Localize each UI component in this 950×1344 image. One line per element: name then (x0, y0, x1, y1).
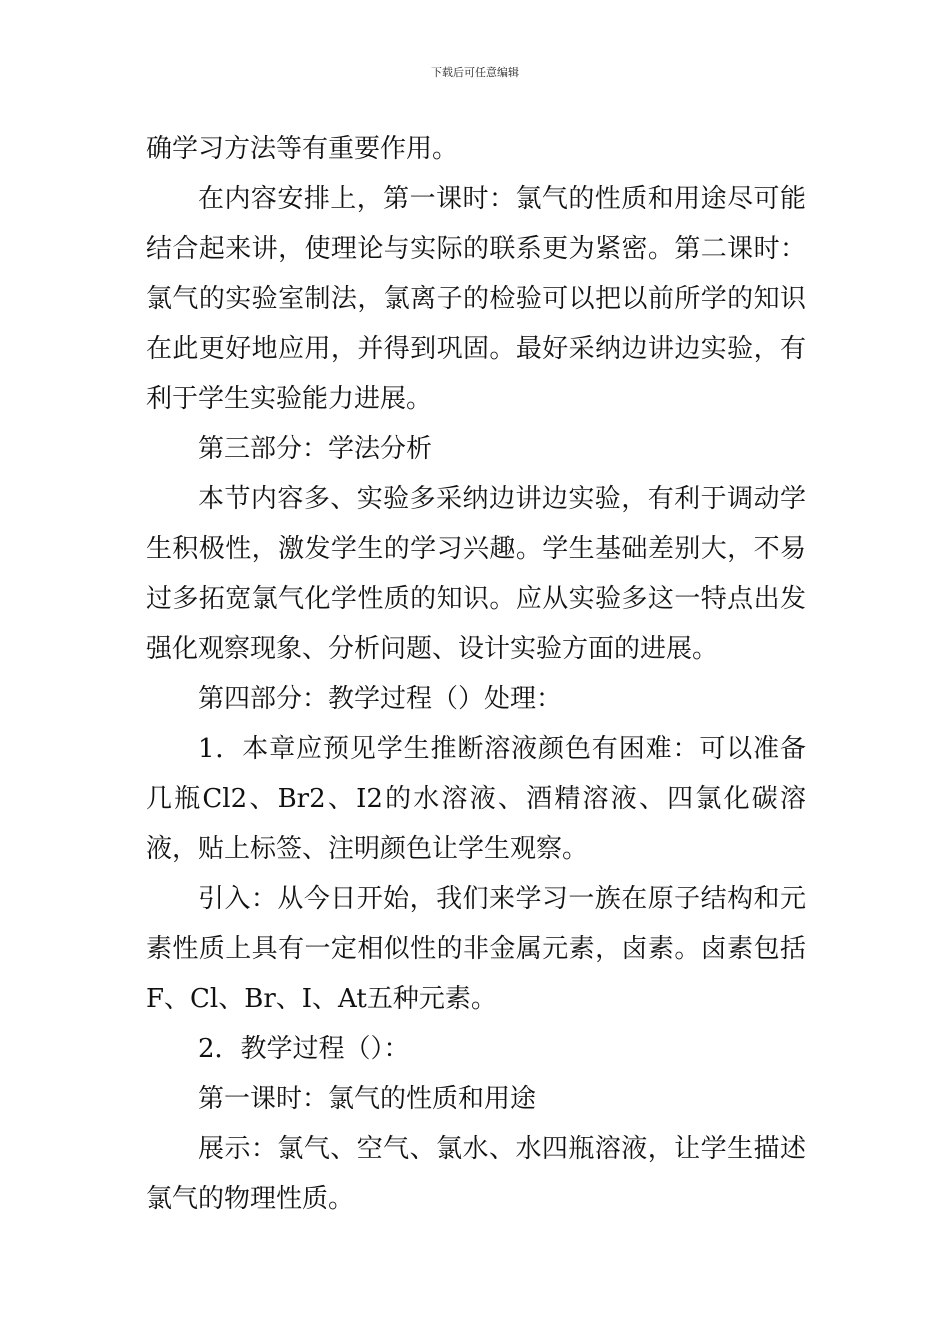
section-heading: 第四部分：教学过程（）处理： (198, 684, 563, 714)
paragraph: 引入：从今日开始，我们来学习一族在原子结构和元素性质上具有一定相似性的非金属元素，卤素。卤素包括F、Cl、Br、I、At五种元素。 (146, 884, 806, 1014)
page-header-note: 下载后可任意编辑 (431, 66, 519, 79)
paragraph: 确学习方法等有重要作用。 (146, 134, 459, 164)
document-body (146, 124, 806, 1224)
paragraph: 1．本章应预见学生推断溶液颜色有困难：可以准备几瓶Cl2、Br2、I2的水溶液、酒精溶液、四氯化碳溶液，贴上标签、注明颜色让学生观察。 (146, 734, 806, 864)
paragraph: 第一课时：氯气的性质和用途 (198, 1084, 537, 1114)
section-heading: 第三部分：学法分析 (198, 434, 433, 464)
paragraph: 在内容安排上，第一课时：氯气的性质和用途尽可能结合起来讲，使理论与实际的联系更为紧密。第二课时：氯气的实验室制法，氯离子的检验可以把以前所学的知识在此更好地应用，并得到巩固。最好采纳边讲边实验，有利于学生实验能力进展。 (146, 184, 806, 414)
paragraph: 本节内容多、实验多采纳边讲边实验，有利于调动学生积极性，激发学生的学习兴趣。学生基础差别大，不易过多拓宽氯气化学性质的知识。应从实验多这一特点出发强化观察现象、分析问题、设计实验方面的进展。 (146, 484, 806, 664)
paragraph: 展示：氯气、空气、氯水、水四瓶溶液，让学生描述氯气的物理性质。 (146, 1134, 806, 1214)
paragraph: 2．教学过程（）： (198, 1034, 410, 1064)
